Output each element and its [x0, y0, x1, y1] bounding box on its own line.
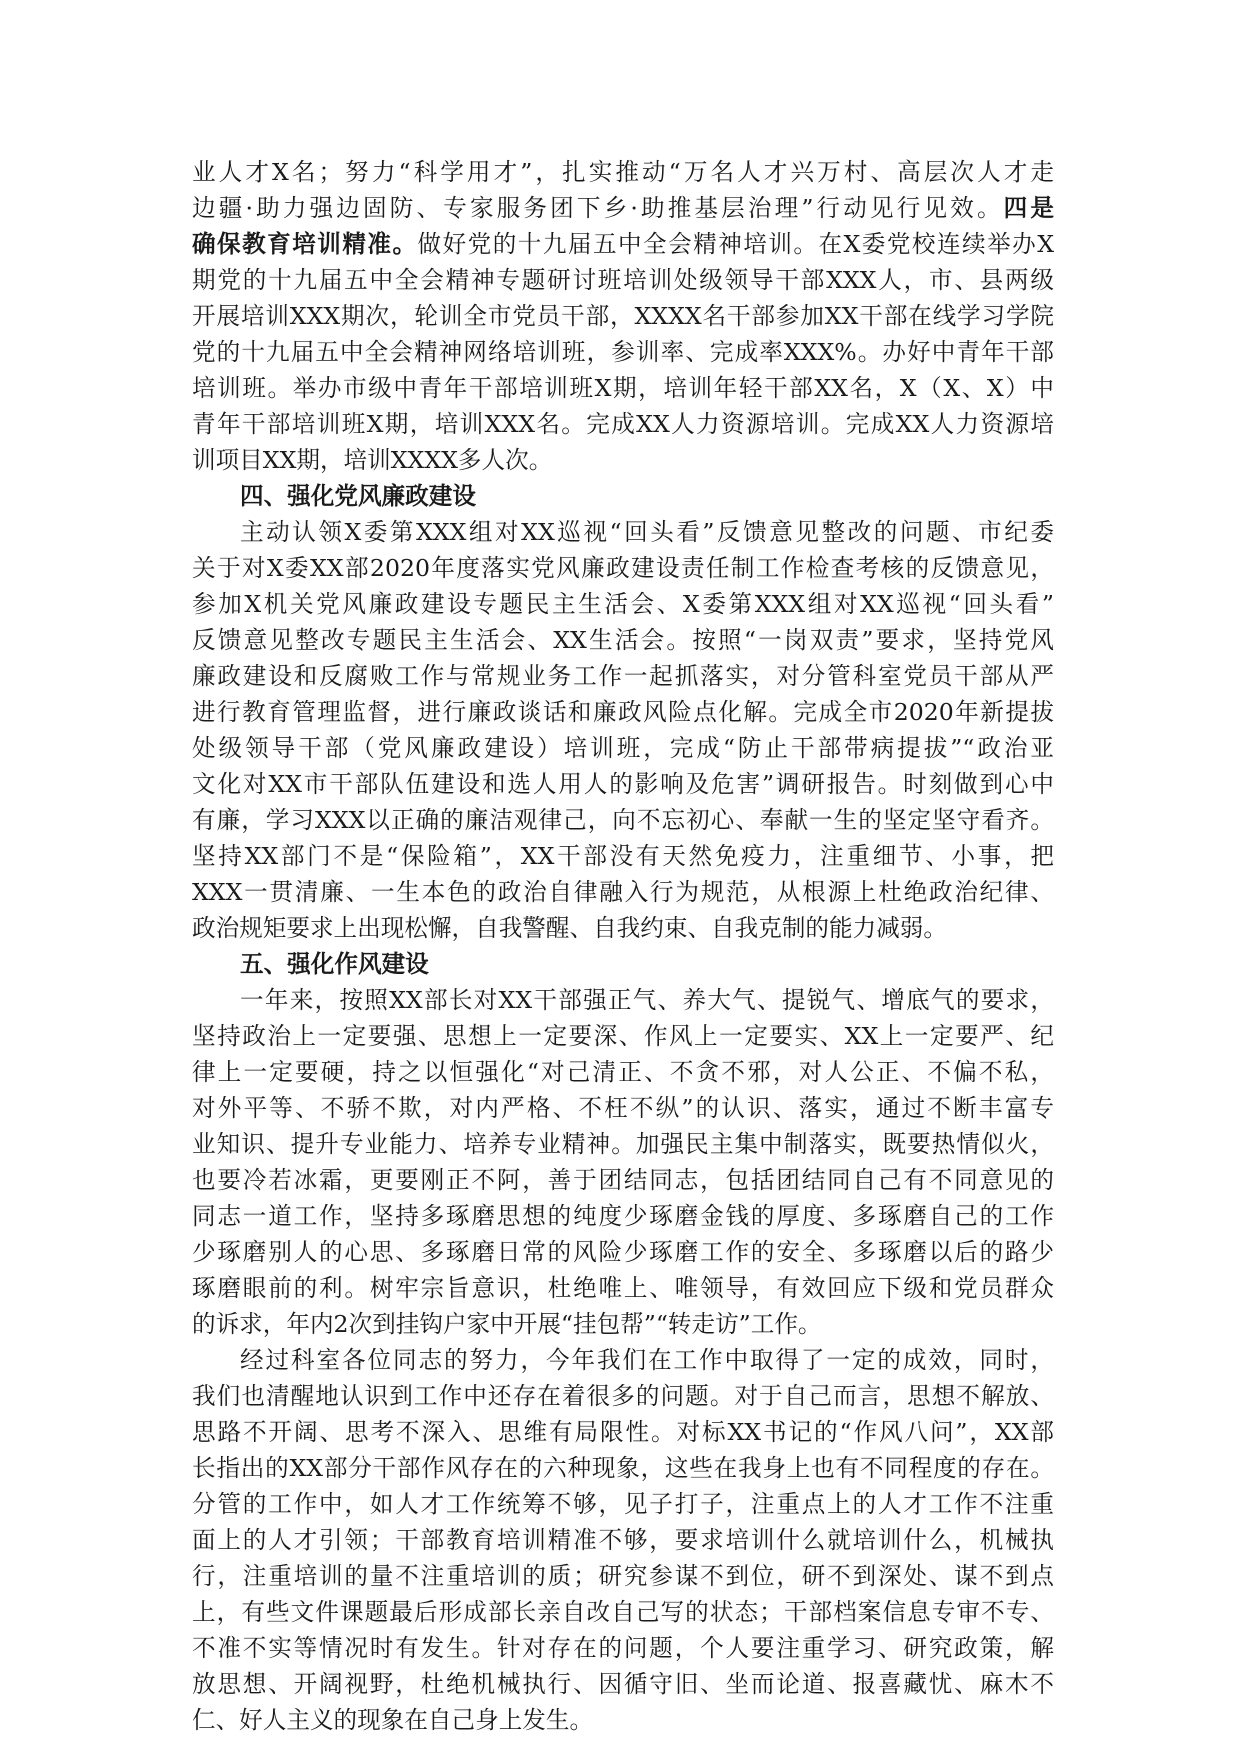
text-line: 律上一定要硬，持之以恒强化“对己清正、不贪不邪，对人公正、不偏不私，	[192, 1058, 1054, 1086]
text-line: 也要冷若冰霜，更要刚正不阿，善于团结同志，包括团结同自己有不同意见的	[192, 1166, 1054, 1194]
text-line: 对外平等、不骄不欺，对内严格、不枉不纵”的认识、落实，通过不断丰富专	[192, 1094, 1054, 1122]
text-line: 培训班。举办市级中青年干部培训班X期，培训年轻干部XX名，X（X、X）中	[192, 374, 1054, 402]
text-line: 反馈意见整改专题民主生活会、XX生活会。按照“一岗双责”要求，坚持党风	[192, 626, 1054, 654]
paragraph-integrity	[192, 514, 1054, 946]
text-line	[192, 190, 1054, 226]
text-line: 政治规矩要求上出现松懈，自我警醒、自我约束、自我克制的能力减弱。	[192, 914, 947, 942]
text-line: 放思想、开阔视野，杜绝机械执行、因循守旧、坐而论道、报喜藏忧、麻木不	[192, 1670, 1054, 1698]
bold-lead: 确保教育培训精准。	[192, 230, 418, 258]
text-line: 经过科室各位同志的努力，今年我们在工作中取得了一定的成效，同时，	[240, 1346, 1054, 1374]
text-line: 有廉，学习XXX以正确的廉洁观律己，向不忘初心、奉献一生的坚定坚守看齐。	[192, 806, 1054, 834]
text-line: 党的十九届五中全会精神网络培训班，参训率、完成率XXX%。办好中青年干部	[192, 338, 1054, 366]
text-line: 主动认领X委第XXX组对XX巡视“回头看”反馈意见整改的问题、市纪委	[240, 518, 1054, 546]
text-line: 琢磨眼前的利。树牢宗旨意识，杜绝唯上、唯领导，有效回应下级和党员群众	[192, 1274, 1054, 1302]
text-line: 长指出的XX部分干部作风存在的六种现象，这些在我身上也有不同程度的存在。	[192, 1454, 1054, 1482]
paragraph-reflection	[192, 1342, 1054, 1738]
text-line: 仁、好人主义的现象在自己身上发生。	[192, 1706, 594, 1734]
text-line: 坚持政治上一定要强、思想上一定要深、作风上一定要实、XX上一定要严、纪	[192, 1022, 1054, 1050]
text-line: 一年来，按照XX部长对XX干部强正气、养大气、提锐气、增底气的要求，	[240, 986, 1054, 1014]
text-line: 文化对XX市干部队伍建设和选人用人的影响及危害”调研报告。时刻做到心中	[192, 770, 1054, 798]
text-line: 业知识、提升专业能力、培养专业精神。加强民主集中制落实，既要热情似火，	[192, 1130, 1054, 1158]
text-line: 训项目XX期，培训XXXX多人次。	[192, 446, 553, 474]
text-line: 期党的十九届五中全会精神专题研讨班培训处级领导干部XXX人，市、县两级	[192, 266, 1054, 294]
text-line: 的诉求，年内2次到挂钩户家中开展“挂包帮”“转走访”工作。	[192, 1310, 822, 1338]
text-line: 参加X机关党风廉政建设专题民主生活会、X委第XXX组对XX巡视“回头看”	[192, 590, 1054, 618]
text-segment: 做好党的十九届五中全会精神培训。在X委党校连续举办X	[417, 230, 1054, 258]
text-line: 分管的工作中，如人才工作统筹不够，见子打子，注重点上的人才工作不注重	[192, 1490, 1054, 1518]
bold-lead: 四是	[1003, 194, 1054, 222]
text-line: 关于对X委XX部2020年度落实党风廉政建设责任制工作检查考核的反馈意见，	[192, 554, 1054, 582]
text-line: 处级领导干部（党风廉政建设）培训班，完成“防止干部带病提拔”“政治亚	[192, 734, 1054, 762]
text-line: 上，有些文件课题最后形成部长亲自改自己写的状态；干部档案信息专审不专、	[192, 1598, 1054, 1626]
paragraph-training	[192, 154, 1054, 478]
section-heading-4: 四、强化党风廉政建设	[240, 482, 476, 510]
text-line: 青年干部培训班X期，培训XXX名。完成XX人力资源培训。完成XX人力资源培	[192, 410, 1054, 438]
text-line: 思路不开阔、思考不深入、思维有局限性。对标XX书记的“作风八问”，XX部	[192, 1418, 1054, 1446]
paragraph-work-style	[192, 982, 1054, 1342]
text-line: 面上的人才引领；干部教育培训精准不够，要求培训什么就培训什么，机械执	[192, 1526, 1054, 1554]
document-page	[192, 154, 1054, 1738]
text-line: 坚持XX部门不是“保险箱”，XX干部没有天然免疫力，注重细节、小事，把	[192, 842, 1054, 870]
text-line: 开展培训XXX期次，轮训全市党员干部，XXXX名干部参加XX干部在线学习学院	[192, 302, 1054, 330]
text-line: 不准不实等情况时有发生。针对存在的问题，个人要注重学习、研究政策，解	[192, 1634, 1054, 1662]
text-line: 业人才X名；努力“科学用才”，扎实推动“万名人才兴万村、高层次人才走	[192, 158, 1054, 186]
text-segment: 边疆·助力强边固防、专家服务团下乡·助推基层治理”行动见行见效。	[192, 194, 1004, 222]
text-line: 进行教育管理监督，进行廉政谈话和廉政风险点化解。完成全市2020年新提拔	[192, 698, 1054, 726]
text-line: 同志一道工作，坚持多琢磨思想的纯度少琢磨金钱的厚度、多琢磨自己的工作	[192, 1202, 1054, 1230]
text-line	[192, 226, 1054, 262]
section-heading-5: 五、强化作风建设	[240, 950, 429, 978]
text-line: XXX一贯清廉、一生本色的政治自律融入行为规范，从根源上杜绝政治纪律、	[192, 878, 1054, 906]
text-line: 少琢磨别人的心思、多琢磨日常的风险少琢磨工作的安全、多琢磨以后的路少	[192, 1238, 1054, 1266]
text-line: 廉政建设和反腐败工作与常规业务工作一起抓落实，对分管科室党员干部从严	[192, 662, 1054, 690]
text-line: 行，注重培训的量不注重培训的质；研究参谋不到位，研不到深处、谋不到点	[192, 1562, 1054, 1590]
text-line: 我们也清醒地认识到工作中还存在着很多的问题。对于自己而言，思想不解放、	[192, 1382, 1054, 1410]
